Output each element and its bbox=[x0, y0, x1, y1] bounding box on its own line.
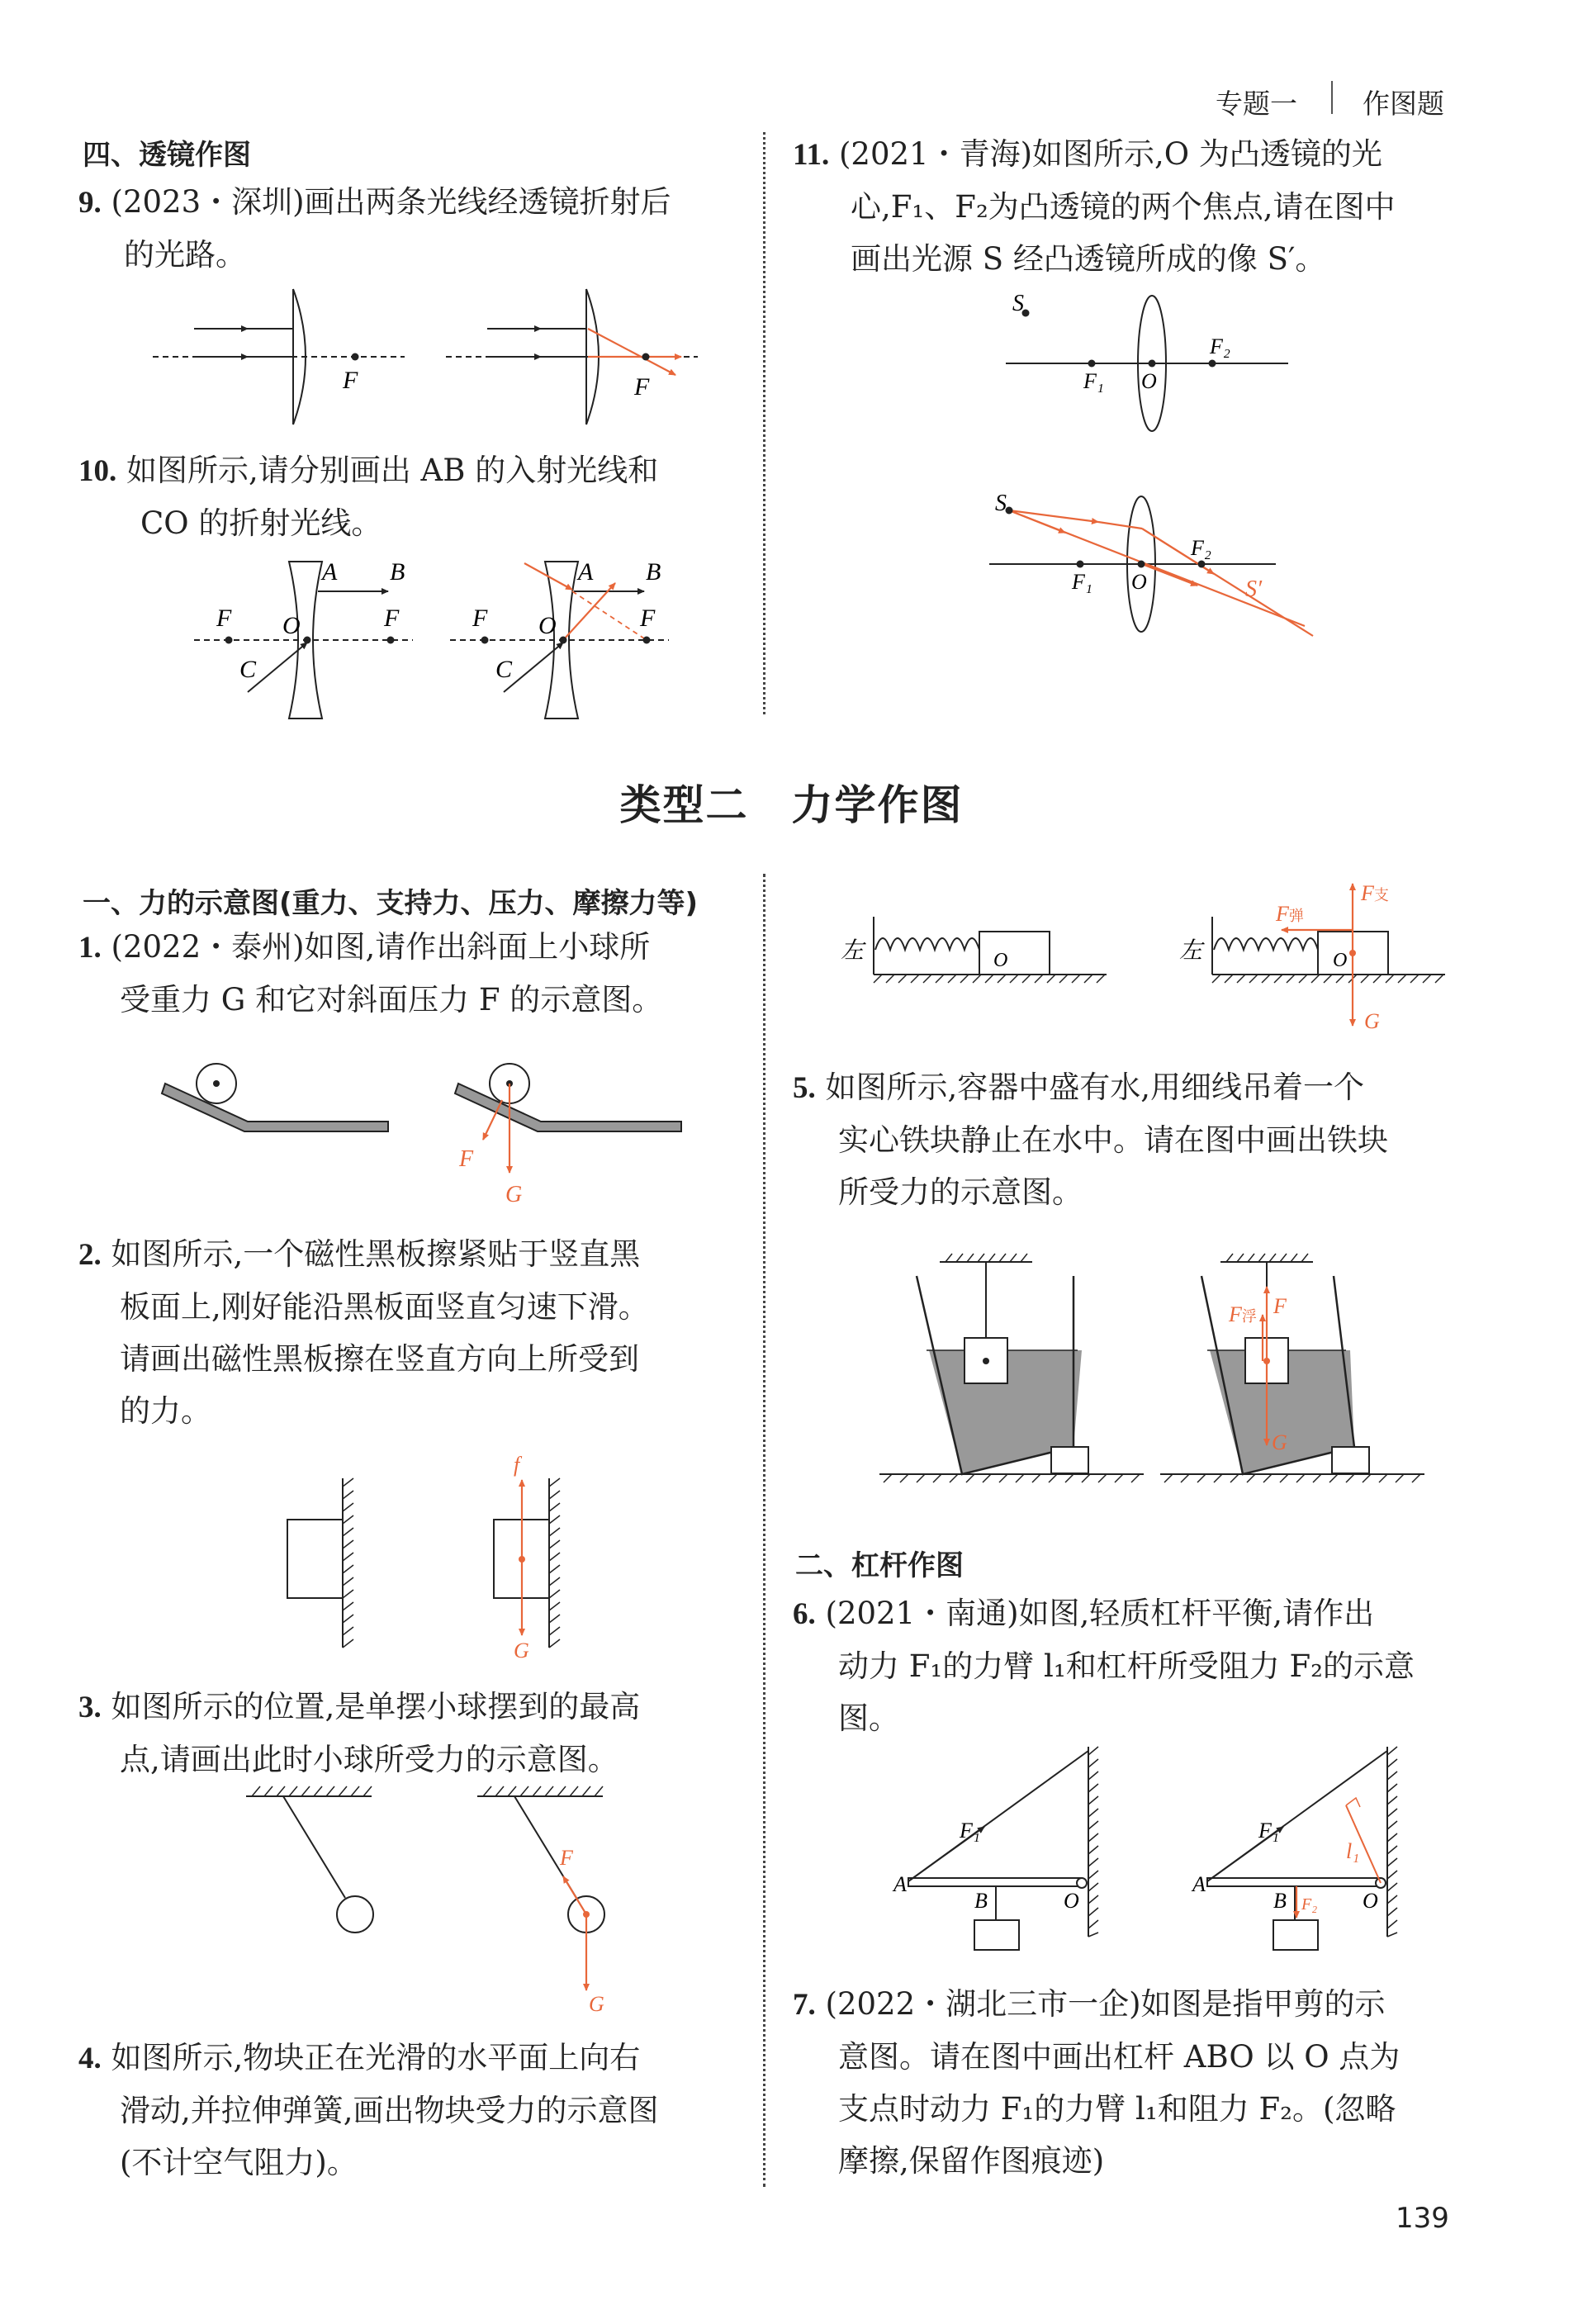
svg-text:F: F bbox=[560, 1846, 573, 1870]
svg-text:B: B bbox=[974, 1889, 988, 1913]
question-9: 9. (2023・深圳)画出两条光线经透镜折射后 的光路。 bbox=[78, 184, 671, 273]
svg-text:G: G bbox=[1272, 1430, 1287, 1454]
svg-text:O: O bbox=[1141, 369, 1157, 393]
svg-text:F支: F支 bbox=[1361, 881, 1389, 905]
svg-text:G: G bbox=[514, 1639, 529, 1662]
svg-text:G: G bbox=[505, 1182, 523, 1207]
svg-text:S: S bbox=[1012, 291, 1024, 316]
svg-text:C: C bbox=[239, 656, 257, 683]
svg-text:F: F bbox=[634, 373, 650, 401]
question-number: 9. bbox=[78, 186, 102, 220]
page-number: 139 bbox=[1396, 2202, 1449, 2235]
svg-text:F: F bbox=[640, 605, 656, 632]
svg-text:F弹: F弹 bbox=[1276, 902, 1304, 926]
label-left: 左 bbox=[841, 938, 865, 964]
question-3: 3. 如图所示的位置,是单摆小球摆到的最高 点,请画出此时小球所受力的示意图。 bbox=[78, 1689, 641, 1777]
header-topic: 专题一 bbox=[1216, 88, 1297, 120]
svg-text:A: A bbox=[1192, 1872, 1206, 1896]
svg-text:A: A bbox=[893, 1872, 907, 1896]
question-1: 1. (2022・泰州)如图,请作出斜面上小球所 受重力 G 和它对斜面压力 F 的示意图。 bbox=[78, 929, 663, 1017]
svg-text:l₁: l₁ bbox=[1346, 1839, 1360, 1863]
question-number: 7. bbox=[793, 1988, 816, 2022]
svg-text:F₂: F₂ bbox=[1301, 1895, 1318, 1914]
svg-text:F浮: F浮 bbox=[1229, 1302, 1257, 1326]
svg-text:A: A bbox=[578, 558, 594, 586]
svg-text:O: O bbox=[1131, 570, 1147, 594]
question-number: 10. bbox=[78, 454, 117, 488]
section-lens-title: 四、透镜作图 bbox=[83, 139, 251, 172]
question-number: 4. bbox=[78, 2042, 102, 2075]
svg-text:G: G bbox=[589, 1992, 604, 2016]
question-11: 11. (2021・青海)如图所示,O 为凸透镜的光 心,F₁、F₂为凸透镜的两个焦点,请在图中 画出光源 S 经凸透镜所成的像 S′。 bbox=[793, 136, 1396, 277]
question-5: 5. 如图所示,容器中盛有水,用细线吊着一个 实心铁块静止在水中。请在图中画出铁块 所受力的示意图。 bbox=[793, 1070, 1388, 1210]
svg-text:O: O bbox=[993, 950, 1008, 971]
svg-text:O: O bbox=[1064, 1889, 1079, 1913]
svg-text:F₁: F₁ bbox=[1258, 1819, 1279, 1843]
question-number: 1. bbox=[78, 931, 102, 965]
header-section: 作图题 bbox=[1363, 88, 1444, 120]
svg-text:B: B bbox=[390, 558, 405, 586]
question-number: 2. bbox=[78, 1238, 102, 1272]
svg-text:S′: S′ bbox=[1245, 576, 1263, 602]
svg-text:F: F bbox=[472, 605, 488, 632]
svg-text:C: C bbox=[495, 656, 513, 683]
question-number: 6. bbox=[793, 1597, 816, 1631]
question-6: 6. (2021・南通)如图,轻质杠杆平衡,请作出 动力 F₁的力臂 l₁和杠杆所受阻力 F₂的示意 图。 bbox=[793, 1596, 1415, 1736]
svg-text:F₂: F₂ bbox=[1210, 334, 1230, 358]
question-number: 11. bbox=[793, 138, 830, 172]
svg-text:G: G bbox=[1364, 1009, 1380, 1033]
svg-text:O: O bbox=[282, 612, 301, 639]
svg-text:S: S bbox=[995, 491, 1007, 516]
label-F: F bbox=[343, 367, 358, 394]
svg-text:B: B bbox=[646, 558, 661, 586]
section-force-title: 一、力的示意图(重力、支持力、压力、摩擦力等) bbox=[83, 887, 699, 920]
svg-text:F: F bbox=[384, 605, 400, 632]
question-4: 4. 如图所示,物块正在光滑的水平面上向右 滑动,并拉伸弹簧,画出物块受力的示意图 (不计空气阻力)。 bbox=[78, 2040, 659, 2180]
svg-text:O: O bbox=[1363, 1889, 1378, 1913]
question-number: 3. bbox=[78, 1691, 102, 1724]
question-10: 10. 如图所示,请分别画出 AB 的入射光线和 CO 的折射光线。 bbox=[78, 453, 659, 541]
svg-text:F: F bbox=[216, 605, 232, 632]
svg-text:F₁: F₁ bbox=[1072, 570, 1092, 594]
svg-text:F: F bbox=[459, 1146, 474, 1172]
type-two-title: 类型二 力学作图 bbox=[619, 781, 964, 829]
question-2: 2. 如图所示,一个磁性黑板擦紧贴于竖直黑 板面上,刚好能沿黑板面竖直匀速下滑。 请画出磁性黑板擦在竖直方向上所受到 的力。 bbox=[78, 1236, 649, 1429]
svg-text:O: O bbox=[538, 612, 557, 639]
svg-text:F: F bbox=[1273, 1294, 1287, 1318]
svg-text:O: O bbox=[1333, 950, 1348, 971]
section-lever-title: 二、杠杆作图 bbox=[795, 1549, 964, 1582]
svg-text:B: B bbox=[1273, 1889, 1287, 1913]
svg-text:f: f bbox=[514, 1453, 520, 1477]
svg-text:F₁: F₁ bbox=[960, 1819, 980, 1843]
question-7: 7. (2022・湖北三市一企)如图是指甲剪的示 意图。请在图中画出杠杆 ABO 以 O 点为 支点时动力 F₁的力臂 l₁和阻力 F₂。(忽略 摩擦,保留作图痕迹) bbox=[793, 1986, 1401, 2179]
label-left-2: 左 bbox=[1179, 938, 1203, 964]
svg-text:F₂: F₂ bbox=[1191, 536, 1211, 560]
svg-text:F₁: F₁ bbox=[1083, 369, 1104, 393]
question-number: 5. bbox=[793, 1071, 816, 1105]
svg-text:A: A bbox=[322, 558, 338, 586]
